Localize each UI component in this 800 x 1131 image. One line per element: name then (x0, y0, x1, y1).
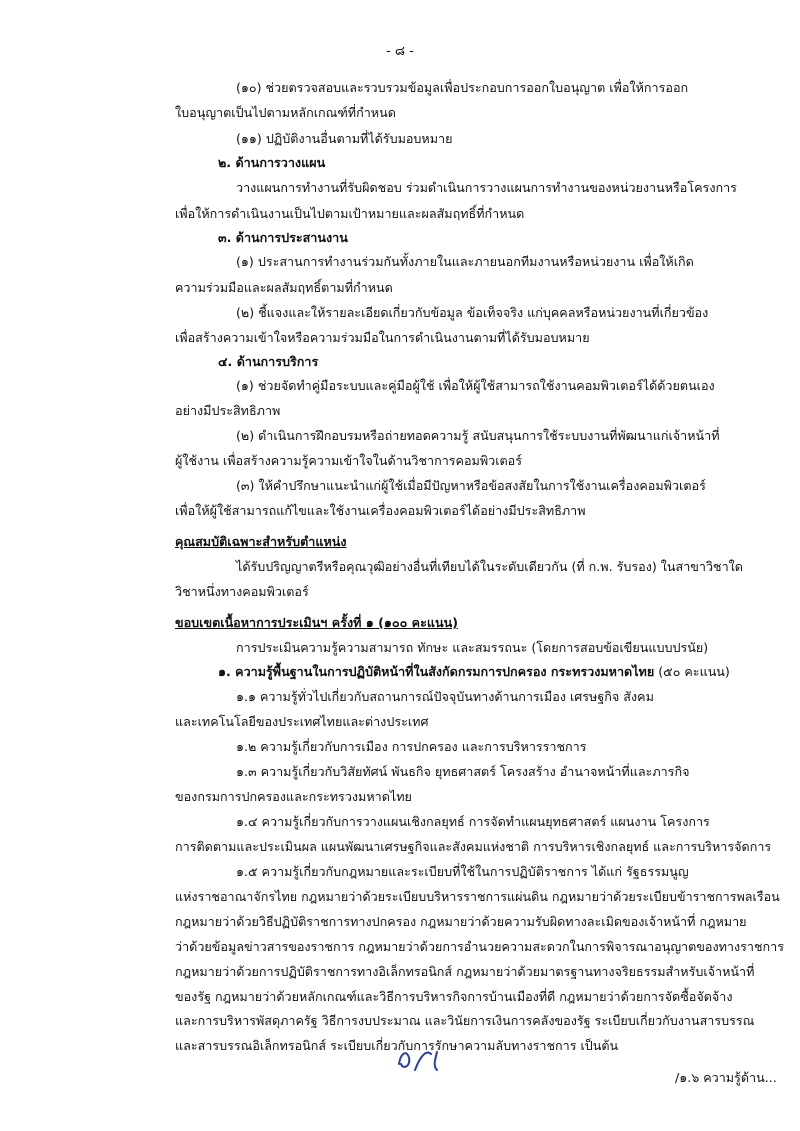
service-item1-line2: อย่างมีประสิทธิภาพ (175, 403, 281, 418)
scope-1-2: ๑.๒ ความรู้เกี่ยวกับการเมือง การปกครอง และการบริหารราชการ (236, 739, 587, 754)
coordination-item1-line1: (๑) ประสานการทำงานร่วมกันทั้งภายในและภายนอกทีมงานหรือหน่วยงาน เพื่อให้เกิด (236, 254, 694, 269)
continuation-note: /๑.๖ ความรู้ด้าน... (675, 1070, 777, 1085)
scope-section1-points: (๕๐ คะแนน) (658, 664, 730, 679)
scope-1-5-line5: กฎหมายว่าด้วยการปฏิบัติราชการทางอิเล็กทรอนิกส์ กฎหมายว่าด้วยมาตรฐานทางจริยธรรมสำหรับเจ้าหน้าที่ (175, 964, 755, 979)
scope-1-1-line1: ๑.๑ ความรู้ทั่วไปเกี่ยวกับสถานการณ์ปัจจุบันทางด้านการเมือง เศรษฐกิจ สังคม (236, 689, 654, 704)
coordination-heading: ๓. ด้านการประสานงาน (218, 230, 348, 245)
scope-1-3-line1: ๑.๓ ความรู้เกี่ยวกับวิสัยทัศน์ พันธกิจ ยุทธศาสตร์ โครงสร้าง อำนาจหน้าที่และภารกิจ (236, 764, 690, 779)
coordination-item1-line2: ความร่วมมือและผลสัมฤทธิ์ตามที่กำหนด (175, 280, 393, 295)
planning-line2: เพื่อให้การดำเนินงานเป็นไปตามเป้าหมายและผลสัมฤทธิ์ที่กำหนด (175, 206, 525, 221)
scope-1-5-line1: ๑.๕ ความรู้เกี่ยวกับกฎหมายและระเบียบที่ใช้ในการปฏิบัติราชการ ได้แก่ รัฐธรรมนูญ (236, 864, 689, 879)
planning-line1: วางแผนการทำงานที่รับผิดชอบ ร่วมดำเนินการวางแผนการทำงานของหน่วยงานหรือโครงการ (236, 180, 737, 195)
scope-1-5-line2: แห่งราชอาณาจักรไทย กฎหมายว่าด้วยระเบียบบริหารราชการแผ่นดิน กฎหมายว่าด้วยระเบียบข้าราชการพลเรือน (175, 889, 780, 904)
planning-heading: ๒. ด้านการวางแผน (218, 155, 326, 170)
scope-section1-heading (218, 663, 730, 681)
duty-10-line2: ใบอนุญาตเป็นไปตามหลักเกณฑ์ที่กำหนด (175, 105, 396, 120)
service-item2-line2: ผู้ใช้งาน เพื่อสร้างความรู้ความเข้าใจในด้านวิชาการคอมพิวเตอร์ (175, 453, 523, 468)
duty-11: (๑๑) ปฏิบัติงานอื่นตามที่ได้รับมอบหมาย (236, 131, 453, 146)
page-number: - ๘ - (386, 44, 414, 59)
scope-1-4-line1: ๑.๔ ความรู้เกี่ยวกับการวางแผนเชิงกลยุทธ์ การจัดทำแผนยุทธศาสตร์ แผนงาน โครงการ (236, 814, 710, 829)
scope-1-5-line8: และสารบรรณอิเล็กทรอนิกส์ ระเบียบเกี่ยวกับการรักษาความลับทางราชการ เป็นต้น (175, 1038, 619, 1053)
scope-1-5-line7: และการบริหารพัสดุภาครัฐ วิธีการงบประมาณ และวินัยการเงินการคลังของรัฐ ระเบียบเกี่ยวกับงานสารบรรณ (175, 1013, 755, 1028)
scope-1-3-line2: ของกรมการปกครองและกระทรวงมหาดไทย (175, 789, 412, 804)
scope-intro: การประเมินความรู้ความสามารถ ทักษะ และสมรรถนะ (โดยการสอบข้อเขียนแบบปรนัย) (236, 640, 709, 655)
service-heading: ๔. ด้านการบริการ (218, 354, 319, 369)
duty-10-line1: (๑๐) ช่วยตรวจสอบและรวบรวมข้อมูลเพื่อประกอบการออกใบอนุญาต เพื่อให้การออก (236, 80, 689, 95)
scope-1-5-line6: ของรัฐ กฎหมายว่าด้วยหลักเกณฑ์และวิธีการบริหารกิจการบ้านเมืองที่ดี กฎหมายว่าด้วยการจัดซื้อจัดจ้าง (175, 989, 733, 1004)
coordination-item2-line2: เพื่อสร้างความเข้าใจหรือความร่วมมือในการดำเนินงานตามที่ได้รับมอบหมาย (175, 330, 590, 345)
qualification-heading: คุณสมบัติเฉพาะสำหรับตำแหน่ง (175, 534, 347, 549)
service-item3-line1: (๓) ให้คำปรึกษาแนะนำแก่ผู้ใช้เมื่อมีปัญหาหรือข้อสงสัยในการใช้งานเครื่องคอมพิวเตอร์ (236, 478, 706, 493)
scope-1-5-line3: กฎหมายว่าด้วยวิธีปฏิบัติราชการทางปกครอง กฎหมายว่าด้วยความรับผิดทางละเมิดของเจ้าหน้าที่ กฎหมาย (175, 914, 747, 929)
scope-heading: ขอบเขตเนื้อหาการประเมินฯ ครั้งที่ ๑ (๑๐๐ คะแนน) (175, 615, 458, 630)
scope-1-4-line2: การติดตามและประเมินผล แผนพัฒนาเศรษฐกิจและสังคมแห่งชาติ การบริหารเชิงกลยุทธ์ และการบริหารจัดการ (175, 839, 772, 854)
coordination-item2-line1: (๒) ชี้แจงและให้รายละเอียดเกี่ยวกับข้อมูล ข้อเท็จจริง แก่บุคคลหรือหน่วยงานที่เกี่ยวข้อง (236, 305, 709, 320)
service-item2-line1: (๒) ดำเนินการฝึกอบรมหรือถ่ายทอดความรู้ สนับสนุนการใช้ระบบงานที่พัฒนาแก่เจ้าหน้าที่ (236, 428, 720, 443)
scope-1-5-line4: ว่าด้วยข้อมูลข่าวสารของราชการ กฎหมายว่าด้วยการอำนวยความสะดวกในการพิจารณาอนุญาตของทางราชการ (175, 939, 785, 954)
signature-initials-image (393, 1040, 453, 1074)
qualification-line1: ได้รับปริญญาตรีหรือคุณวุฒิอย่างอื่นที่เทียบได้ในระดับเดียวกัน (ที่ ก.พ. รับรอง) ในสาขาวิชาใด (236, 559, 743, 574)
scope-section1-title: ๑. ความรู้พื้นฐานในการปฏิบัติหน้าที่ในสังกัดกรมการปกครอง กระทรวงมหาดไทย (218, 664, 655, 679)
qualification-line2: วิชาหนึ่งทางคอมพิวเตอร์ (175, 584, 309, 599)
service-item1-line1: (๑) ช่วยจัดทำคู่มือระบบและคู่มือผู้ใช้ เพื่อให้ผู้ใช้สามารถใช้งานคอมพิวเตอร์ได้ด้วยตนเอง (236, 378, 715, 393)
service-item3-line2: เพื่อให้ผู้ใช้สามารถแก้ไขและใช้งานเครื่องคอมพิวเตอร์ได้อย่างมีประสิทธิภาพ (175, 503, 586, 518)
scope-1-1-line2: และเทคโนโลยีของประเทศไทยและต่างประเทศ (175, 714, 429, 729)
